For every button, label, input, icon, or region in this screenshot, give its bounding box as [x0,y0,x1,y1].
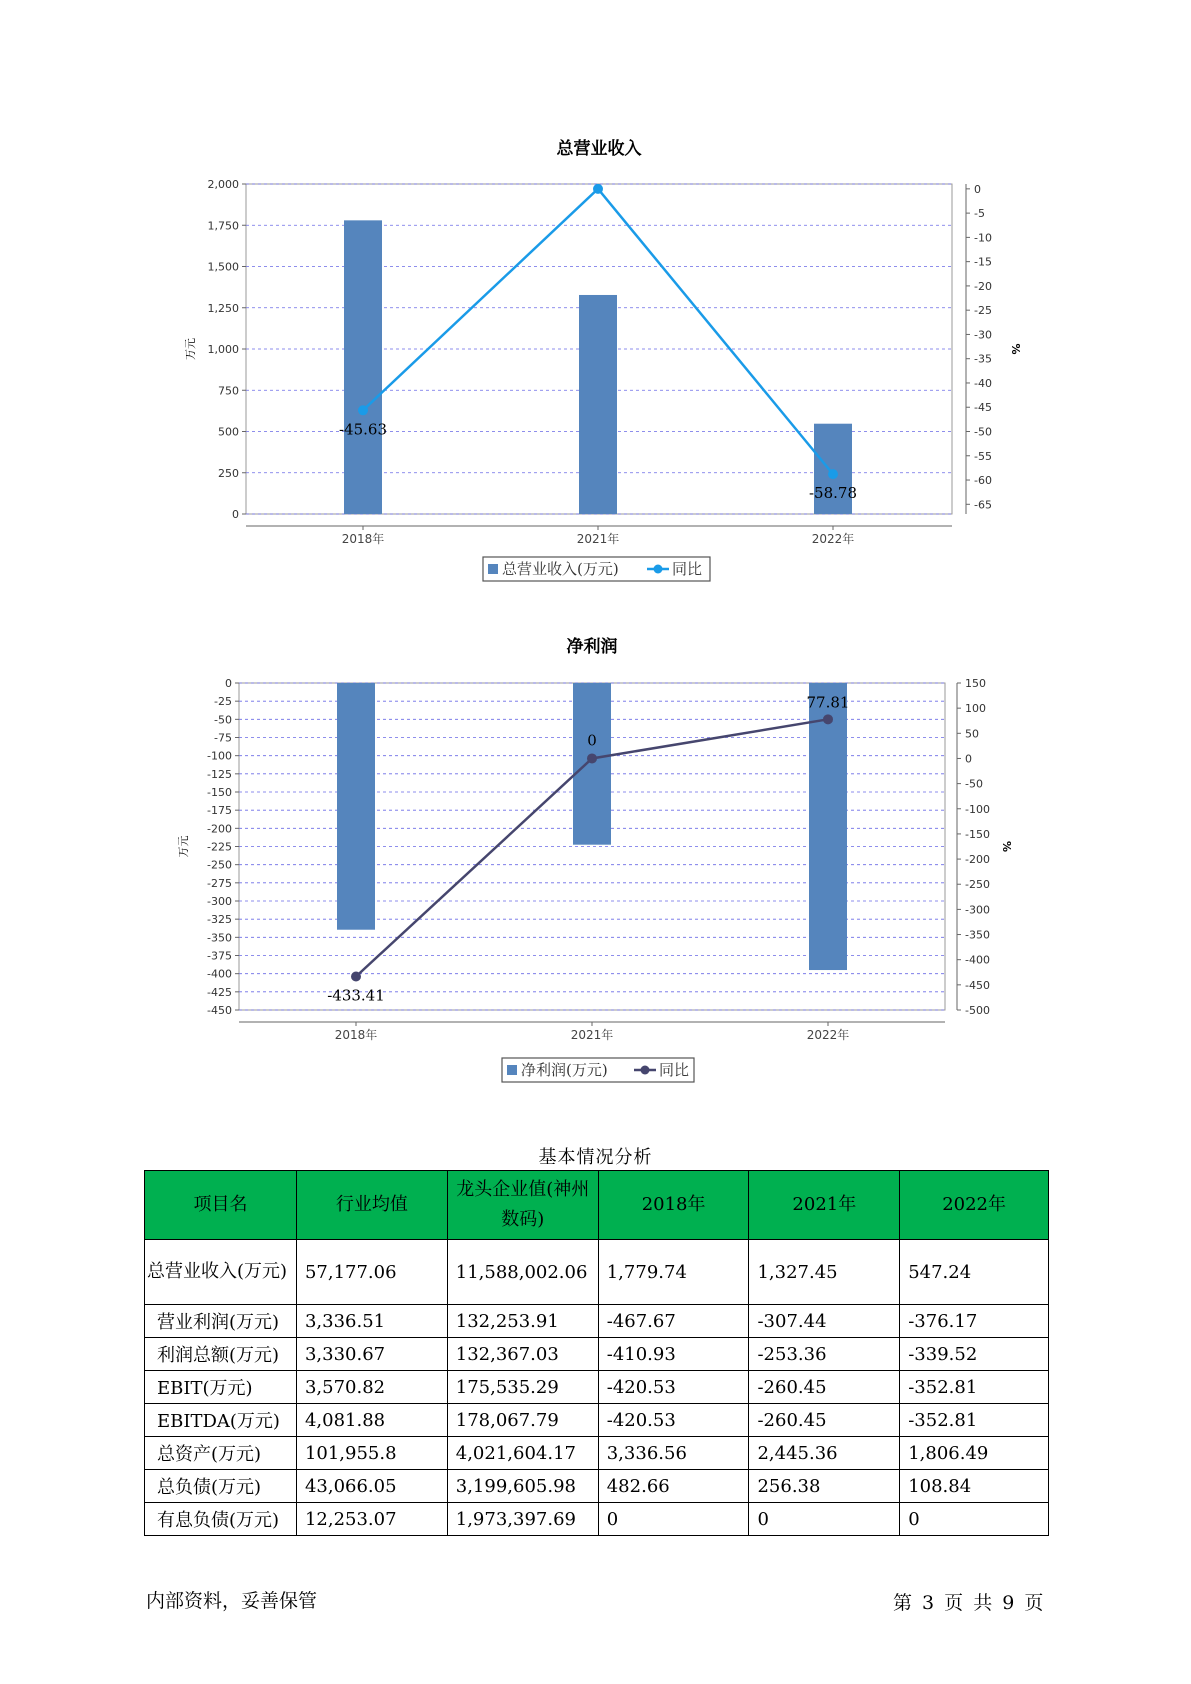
cell-value: 256.38 [749,1470,900,1503]
left-tick-label: 1,500 [207,260,239,274]
data-label: 77.81 [806,693,850,712]
x-tick-label: 2021年 [576,532,620,546]
x-tick-label: 2018年 [341,532,385,546]
cell-value: 57,177.06 [296,1240,447,1305]
legend-bar-swatch [488,564,498,574]
line-point [593,184,603,194]
x-tick-label: 2018年 [334,1028,378,1042]
profit-chart [0,630,1191,1090]
y-axis-title-right: % [1000,840,1013,853]
right-tick-label: -400 [965,953,990,967]
bar [579,295,617,514]
cell-value: 1,973,397.69 [447,1503,598,1536]
legend-bar-label: 总营业收入(万元) [502,560,619,578]
row-label: EBIT(万元) [145,1371,297,1404]
cell-value: 2,445.36 [749,1437,900,1470]
table-row [145,1371,1049,1404]
cell-value: 11,588,002.06 [447,1240,598,1305]
cell-value: 4,081.88 [296,1404,447,1437]
right-tick-label: -25 [974,304,992,318]
row-label: EBITDA(万元) [145,1404,297,1437]
left-tick-label: -200 [207,822,232,836]
profit-chart-svg [0,630,1191,1090]
left-tick-label: 250 [218,466,239,480]
left-tick-label: -425 [207,985,232,999]
left-tick-label: 1,250 [207,301,239,315]
cell-value: 4,021,604.17 [447,1437,598,1470]
table-row [145,1240,1049,1305]
data-label: -58.78 [808,484,858,503]
cell-value: 3,570.82 [296,1371,447,1404]
cell-value: 3,199,605.98 [447,1470,598,1503]
cell-value: 43,066.05 [296,1470,447,1503]
right-tick-label: -20 [974,279,992,293]
cell-value: 0 [900,1503,1049,1536]
cell-value: -467.67 [598,1305,749,1338]
cell-value: 1,327.45 [749,1240,900,1305]
header-2018: 2018年 [598,1171,749,1240]
table-body [145,1240,1049,1536]
bar [344,220,382,514]
cell-value: -339.52 [900,1338,1049,1371]
left-tick-label: -325 [207,913,232,927]
header-2021: 2021年 [749,1171,900,1240]
y-axis-title-left: 万元 [184,338,197,360]
legend-line-marker [641,1066,650,1075]
left-tick-label: -300 [207,895,232,908]
right-tick-label: -300 [965,903,990,917]
footer-confidential-note: 内部资料，妥善保管 [146,1590,318,1612]
right-tick-label: -5 [974,207,985,221]
row-label: 有息负债(万元) [145,1503,297,1536]
legend-bar-label: 净利润(万元) [521,1061,608,1079]
table-row [145,1305,1049,1338]
left-tick-label: -225 [207,840,232,854]
line-point [828,469,838,479]
legend-line-label: 同比 [672,560,703,578]
right-tick-label: -250 [965,878,990,892]
data-label: -433.41 [327,986,385,1005]
line-point [587,753,597,763]
cell-value: 0 [749,1503,900,1536]
cell-value: -352.81 [900,1371,1049,1404]
header-industry-average: 行业均值 [296,1171,447,1240]
table-row [145,1437,1049,1470]
right-tick-label: -350 [965,928,990,942]
legend-line-label: 同比 [659,1061,690,1079]
revenue-chart [0,130,1191,600]
right-tick-label: 50 [965,727,979,741]
right-tick-label: -50 [965,777,983,791]
x-tick-label: 2022年 [811,532,855,546]
cell-value: 3,336.56 [598,1437,749,1470]
data-label: -45.63 [338,420,388,439]
left-tick-label: -25 [214,695,232,709]
row-label: 总资产(万元) [145,1437,297,1470]
left-tick-label: -450 [207,1004,232,1017]
table-title: 基本情况分析 [538,1147,653,1168]
right-tick-label: -30 [974,328,992,342]
cell-value: 547.24 [900,1240,1049,1305]
bar [573,683,611,845]
cell-value: -376.17 [900,1305,1049,1338]
right-tick-label: -500 [965,1004,990,1017]
chart-title: 净利润 [566,637,618,657]
table-row [145,1404,1049,1437]
revenue-chart-svg [0,130,1191,600]
cell-value: 0 [598,1503,749,1536]
table-row [145,1503,1049,1536]
right-tick-label: -10 [974,231,992,245]
line-point [351,972,361,982]
row-label: 总负债(万元) [145,1470,297,1503]
data-label: 0 [587,731,597,750]
cell-value: 1,779.74 [598,1240,749,1305]
table-row [145,1338,1049,1371]
cell-value: -420.53 [598,1404,749,1437]
left-tick-label: -375 [207,949,232,963]
footer-page-number: 第 3 页 共 9 页 [893,1592,1044,1614]
left-tick-label: -350 [207,931,232,945]
left-tick-label: -150 [207,786,232,799]
left-tick-label: 500 [218,425,239,439]
cell-value: 101,955.8 [296,1437,447,1470]
cell-value: 3,336.51 [296,1305,447,1338]
left-tick-label: -100 [207,749,232,763]
right-tick-label: -150 [965,827,990,841]
line-point [823,714,833,724]
line-point [358,405,368,415]
row-label: 营业利润(万元) [145,1305,297,1338]
header-2022: 2022年 [900,1171,1049,1240]
cell-value: -307.44 [749,1305,900,1338]
x-tick-label: 2021年 [570,1028,614,1042]
cell-value: -260.45 [749,1371,900,1404]
cell-value: 3,330.67 [296,1338,447,1371]
x-tick-label: 2022年 [806,1028,850,1042]
cell-value: 132,253.91 [447,1305,598,1338]
right-tick-label: 0 [965,752,972,766]
left-tick-label: -50 [214,713,232,727]
legend-bar-swatch [507,1065,517,1075]
right-tick-label: -15 [974,255,992,269]
left-tick-label: -75 [214,731,232,745]
right-tick-label: 0 [974,182,981,196]
left-tick-label: 1,000 [207,343,239,356]
table-row [145,1470,1049,1503]
y-axis-title-left: 万元 [177,835,190,858]
left-tick-label: -125 [207,767,232,781]
cell-value: 1,806.49 [900,1437,1049,1470]
cell-value: -352.81 [900,1404,1049,1437]
left-tick-label: 0 [232,508,239,521]
right-tick-label: -45 [974,401,992,415]
cell-value: 12,253.07 [296,1503,447,1536]
cell-value: -253.36 [749,1338,900,1371]
left-tick-label: -275 [207,876,232,890]
left-tick-label: 1,750 [207,219,239,233]
right-tick-label: -50 [974,425,992,439]
right-tick-label: -450 [965,978,990,992]
row-label: 利润总额(万元) [145,1338,297,1371]
cell-value: 108.84 [900,1470,1049,1503]
left-tick-label: -400 [207,967,232,981]
basic-analysis-table [144,1170,1049,1536]
bar [337,683,375,930]
table-header-row [145,1171,1049,1240]
right-tick-label: -60 [974,474,992,488]
right-tick-label: 100 [965,702,986,716]
right-tick-label: -200 [965,853,990,867]
cell-value: 175,535.29 [447,1371,598,1404]
right-tick-label: -35 [974,352,992,366]
left-tick-label: -175 [207,804,232,818]
cell-value: -410.93 [598,1338,749,1371]
left-tick-label: 0 [225,677,232,690]
cell-value: -420.53 [598,1371,749,1404]
chart-title: 总营业收入 [556,139,642,159]
cell-value: 482.66 [598,1470,749,1503]
cell-value: 132,367.03 [447,1338,598,1371]
right-tick-label: -55 [974,449,992,463]
row-label: 总营业收入(万元) [145,1240,297,1305]
header-item-name: 项目名 [145,1171,297,1240]
left-tick-label: 750 [218,384,239,398]
legend-line-marker [654,565,663,574]
y-axis-title-right: % [1009,343,1022,355]
right-tick-label: -65 [974,498,992,512]
left-tick-label: -250 [207,858,232,872]
left-tick-label: 2,000 [207,178,239,191]
bar [809,683,847,970]
right-tick-label: -40 [974,376,992,390]
cell-value: 178,067.79 [447,1404,598,1437]
header-leader-value: 龙头企业值(神州数码) [447,1171,598,1240]
cell-value: -260.45 [749,1404,900,1437]
right-tick-label: -100 [965,802,990,816]
right-tick-label: 150 [965,677,986,690]
